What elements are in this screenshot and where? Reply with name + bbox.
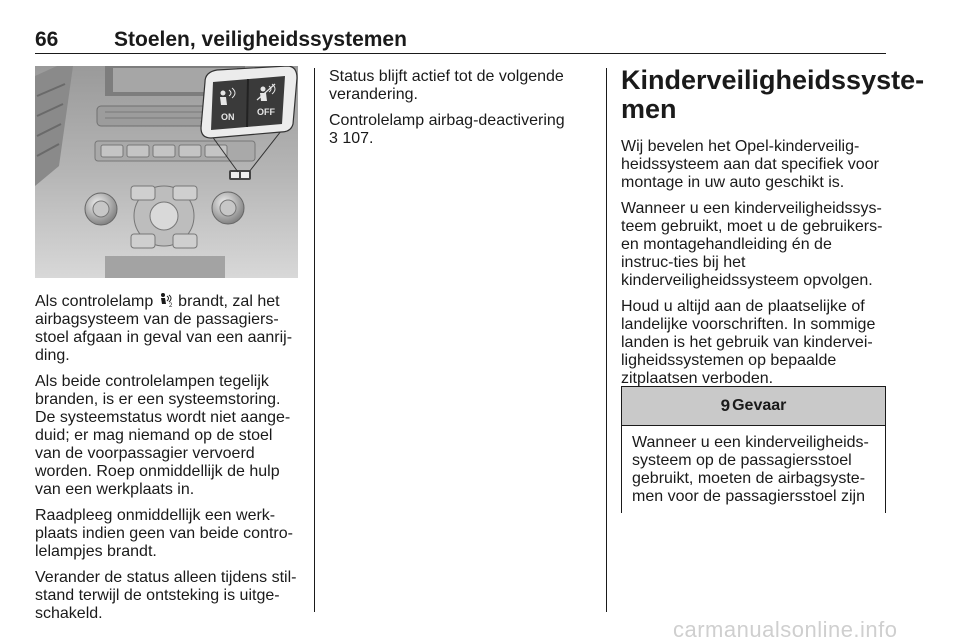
dashboard-photo bbox=[35, 66, 298, 278]
paragraph: Verander de status alleen tijdens stil-stand terwijl de ontsteking is uitge-schakeld. bbox=[35, 569, 297, 622]
column-divider bbox=[606, 68, 607, 612]
paragraph: Wij bevelen het Opel-kinderveilig-heidssysteem aan dat specifiek voor montage in uw auto geschikt is. bbox=[621, 138, 879, 191]
warning-triangle-icon: 9 bbox=[720, 396, 731, 415]
page-header bbox=[35, 28, 886, 52]
section-heading: Kinderveiligheidssyste-men bbox=[621, 65, 925, 124]
warning-box bbox=[621, 386, 886, 513]
page-reference-link[interactable]: 3 107. bbox=[329, 130, 374, 147]
chapter-title: Stoelen, veiligheidssystemen bbox=[114, 28, 407, 51]
column-right bbox=[621, 138, 887, 396]
airbag-passenger-icon bbox=[158, 292, 174, 308]
page-number: 66 bbox=[35, 28, 59, 51]
paragraph: Status blijft actief tot de volgende verandering. bbox=[329, 68, 564, 103]
svg-text:2: 2 bbox=[168, 303, 173, 308]
warning-header bbox=[622, 387, 885, 426]
paragraph-text: brandt, zal het airbagsysteem van de passagiers-stoel afgaan in geval van een aanrij-ding. bbox=[35, 293, 293, 364]
column-left bbox=[35, 292, 300, 631]
badge-off-label: OFF bbox=[257, 107, 275, 117]
paragraph: Wanneer u een kinderveiligheidssys-teem gebruikt, moet u de gebruikers-en montagehandleiding én de instruc-ties bij het kinderveiligheidssysteem opvolgen. bbox=[621, 200, 883, 289]
paragraph-text: Als controlelamp bbox=[35, 293, 158, 310]
paragraph: Raadpleeg onmiddellijk een werk-plaats indien geen van beide contro-lelampjes brandt. bbox=[35, 507, 293, 560]
paragraph bbox=[329, 112, 591, 148]
paragraph: Houd u altijd aan de plaatselijke of landelijke voorschriften. In sommige landen is het gebruik van kindervei-ligheidssystemen op bepaalde zitplaatsen verboden. bbox=[621, 298, 876, 387]
paragraph-text: Controlelamp airbag-deactivering bbox=[329, 112, 565, 129]
column-divider bbox=[314, 68, 315, 612]
header-divider bbox=[35, 53, 886, 54]
badge-on-label: ON bbox=[221, 112, 235, 122]
warning-title: Gevaar bbox=[732, 397, 787, 414]
dashboard-illustration bbox=[35, 66, 298, 278]
column-middle bbox=[329, 68, 591, 156]
paragraph: Als beide controlelampen tegelijk branden, is er een systeemstoring. De systeemstatus wordt niet aange-duid; er mag niemand op de stoel van de voorpassagier vervoerd worden. Roep onmiddellijk de hulp van een werkplaats in. bbox=[35, 373, 291, 498]
footer-watermark: carmanualsonline.info bbox=[673, 617, 898, 642]
paragraph bbox=[35, 292, 300, 365]
warning-body: Wanneer u een kinderveiligheids-systeem op de passagiersstoel gebruikt, moeten de airbagsyste-men voor de passagiersstoel zijn bbox=[632, 434, 869, 505]
